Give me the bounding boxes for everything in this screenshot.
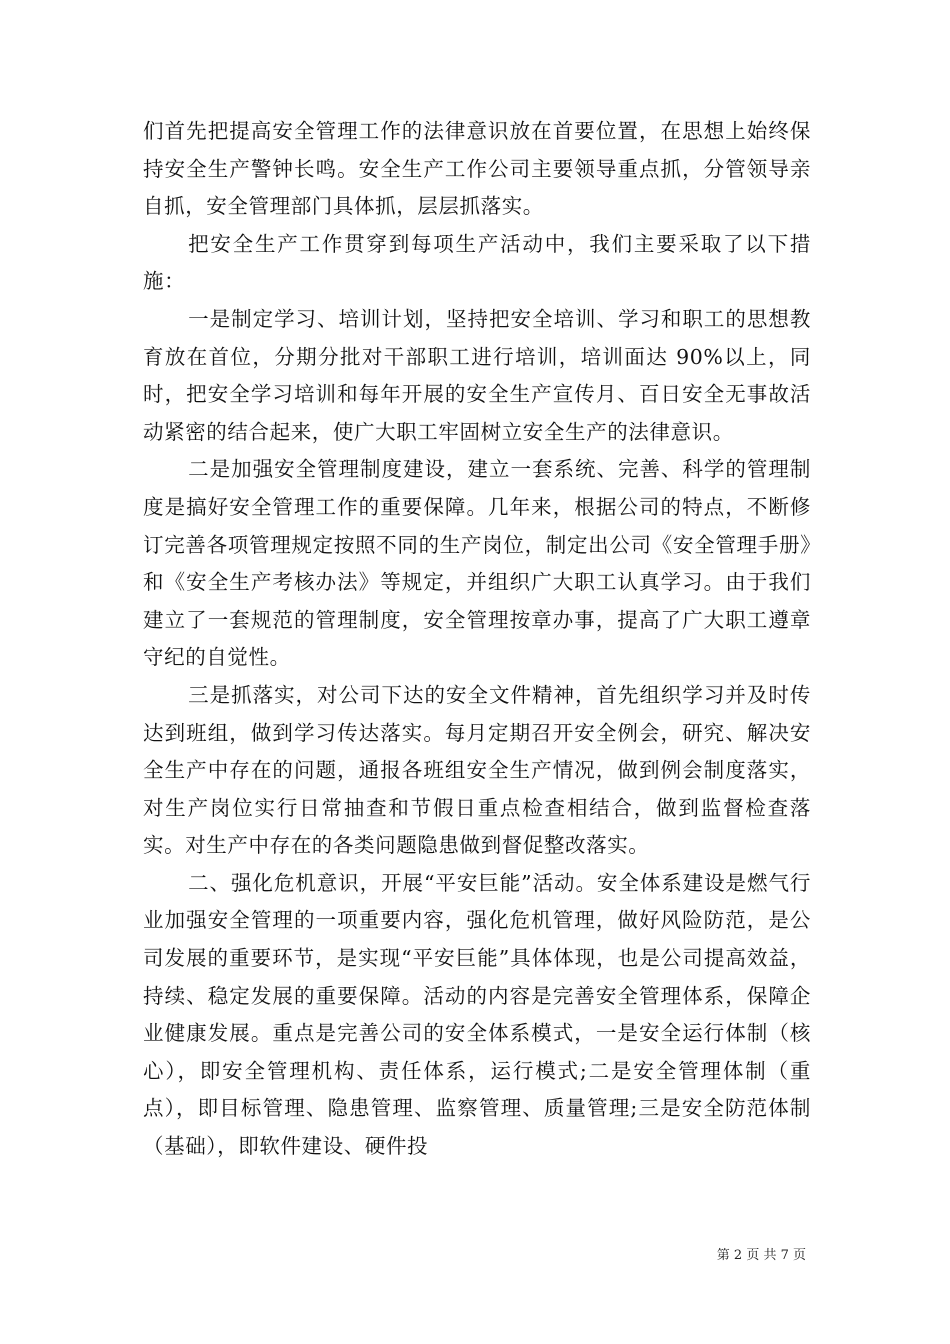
paragraph-2: 把安全生产工作贯穿到每项生产活动中，我们主要采取了以下措施： bbox=[143, 231, 811, 294]
paragraph-1: 们首先把提高安全管理工作的法律意识放在首要位置，在思想上始终保持安全生产警钟长鸣。安全生产工作公司主要领导重点抓，分管领导亲自抓，安全管理部门具体抓，层层抓落实。 bbox=[143, 119, 811, 219]
paragraph-4: 二是加强安全管理制度建设，建立一套系统、完善、科学的管理制度是搞好安全管理工作的重要保障。几年来，根据公司的特点，不断修订完善各项管理规定按照不同的生产岗位，制定出公司《安全管理手册》和《安全生产考核办法》等规定，并组织广大职工认真学习。由于我们建立了一套规范的管理制度，安全管理按章办事，提高了广大职工遵章守纪的自觉性。 bbox=[143, 457, 811, 670]
document-body bbox=[143, 113, 811, 1166]
paragraph-5: 三是抓落实，对公司下达的安全文件精神，首先组织学习并及时传达到班组，做到学习传达落实。每月定期召开安全例会，研究、解决安全生产中存在的问题，通报各班组安全生产情况，做到例会制度落实，对生产岗位实行日常抽查和节假日重点检查相结合，做到监督检查落实。对生产中存在的各类问题隐患做到督促整改落实。 bbox=[143, 682, 811, 858]
page-number: 第 2 页 共 7 页 bbox=[716, 1248, 806, 1263]
paragraph-6: 二、强化危机意识，开展“平安巨能”活动。安全体系建设是燃气行业加强安全管理的一项重要内容，强化危机管理，做好风险防范，是公司发展的重要环节，是实现“平安巨能”具体体现，也是公司提高效益，持续、稳定发展的重要保障。活动的内容是完善安全管理体系，保障企业健康发展。重点是完善公司的安全体系模式，一是安全运行体制（核心），即安全管理机构、责任体系，运行模式;二是安全管理体制（重点），即目标管理、隐患管理、监察管理、质量管理;三是安全防范体制（基础），即软件建设、硬件投 bbox=[143, 870, 811, 1159]
paragraph-3: 一是制定学习、培训计划，坚持把安全培训、学习和职工的思想教育放在首位，分期分批对干部职工进行培训，培训面达 90%以上，同时，把安全学习培训和每年开展的安全生产宣传月、百日安全无事故活动紧密的结合起来，使广大职工牢固树立安全生产的法律意识。 bbox=[143, 306, 811, 444]
